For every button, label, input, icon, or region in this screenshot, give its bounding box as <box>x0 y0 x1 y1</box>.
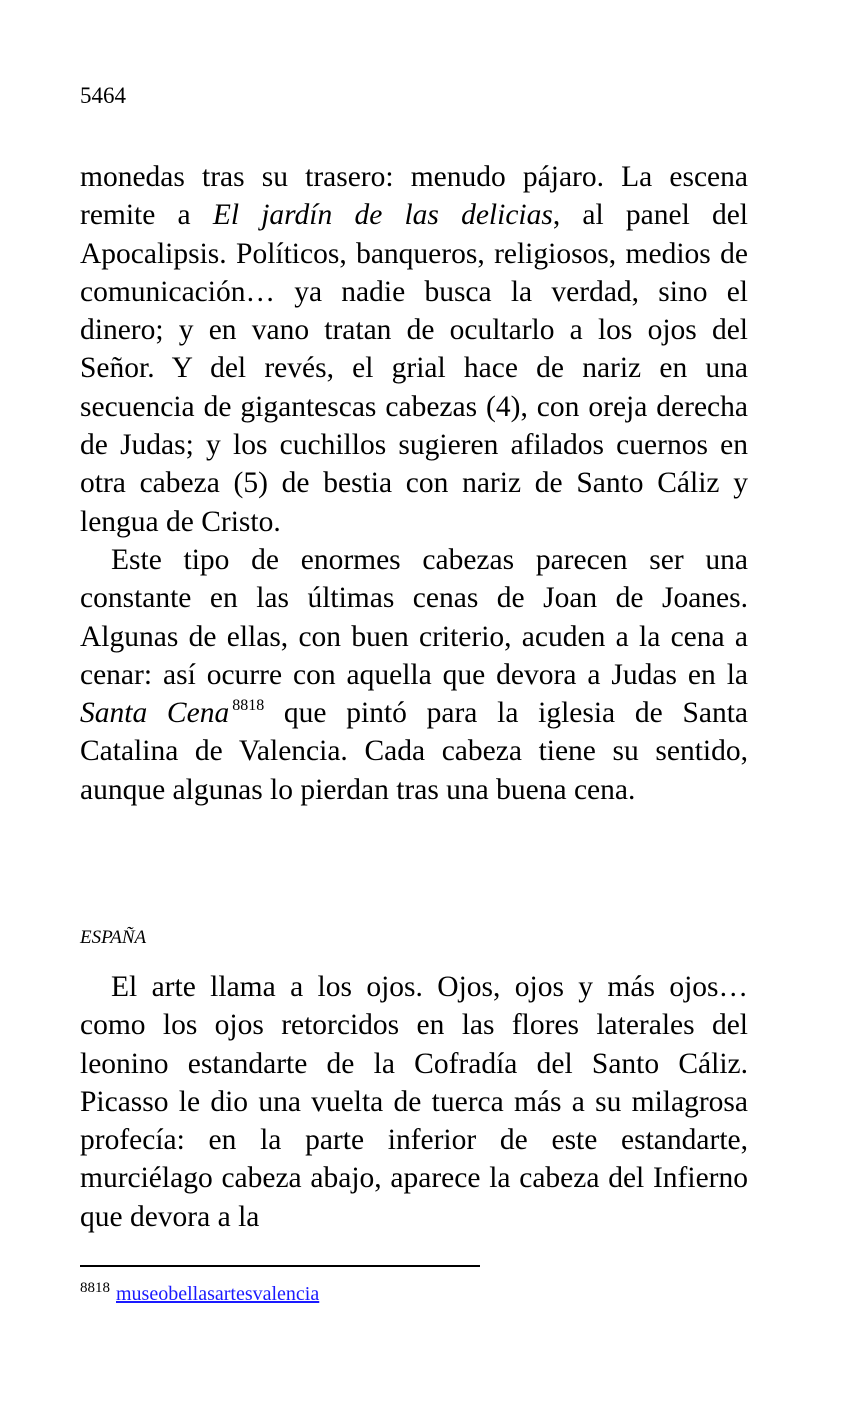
body-text-upper <box>80 158 748 809</box>
paragraph-2-text-b: que pintó para la iglesia de Santa Catalina de Valencia. Cada cabeza tiene su sentido, aunque algunas lo pierdan tras una buena cena. <box>80 697 748 806</box>
paragraph-1-text-b: , al panel del Apocalipsis. Políticos, banqueros, religiosos, medios de comunicación… ya nadie busca la verdad, sino el dinero; y en vano tratan de ocultarlo a los ojos del Señor. Y del revés, el grial hace de nariz en una secuencia de gigantescas cabezas (4), con oreja derecha de Judas; y los cuchillos sugieren afilados cuernos en otra cabeza (5) de bestia con nariz de Santo Cáliz y lengua de Cristo. <box>80 199 748 538</box>
paragraph-2 <box>80 541 748 809</box>
footnote-number: 8818 <box>80 1280 110 1296</box>
paragraph-1 <box>80 158 748 541</box>
paragraph-1-text-a: monedas tras su trasero: menudo pájaro. La escena remite a <box>80 161 748 232</box>
footnote <box>80 1280 319 1308</box>
italic-title-santa-cena: Santa Cena <box>80 697 230 730</box>
italic-title-jardin: El jardín de las delicias <box>212 199 553 232</box>
paragraph-3: El arte llama a los ojos. Ojos, ojos y más ojos… como los ojos retorcidos en las flores laterales del leonino estandarte de la Cofradía del Santo Cáliz. Picasso le dio una vuelta de tuerca más a su milagrosa profecía: en la parte inferior de este estandarte, murciélago cabeza abajo, aparece la cabeza del Infierno que devora a la <box>80 971 748 1233</box>
footnote-divider <box>80 1265 480 1267</box>
footnote-link[interactable]: museobellasartesvalencia <box>116 1283 320 1305</box>
paragraph-2-text-a: Este tipo de enormes cabezas parecen ser una constante en las últimas cenas de Joan de Joanes. Algunas de ellas, con buen criterio, acuden a la cena a cenar: así ocurre con aquella que devora a Judas en la <box>80 543 748 691</box>
footnote-reference[interactable]: 8818 <box>232 697 265 715</box>
section-heading: ESPAÑA <box>80 927 147 948</box>
body-text-lower <box>80 968 748 1236</box>
page-number: 5464 <box>80 83 126 108</box>
